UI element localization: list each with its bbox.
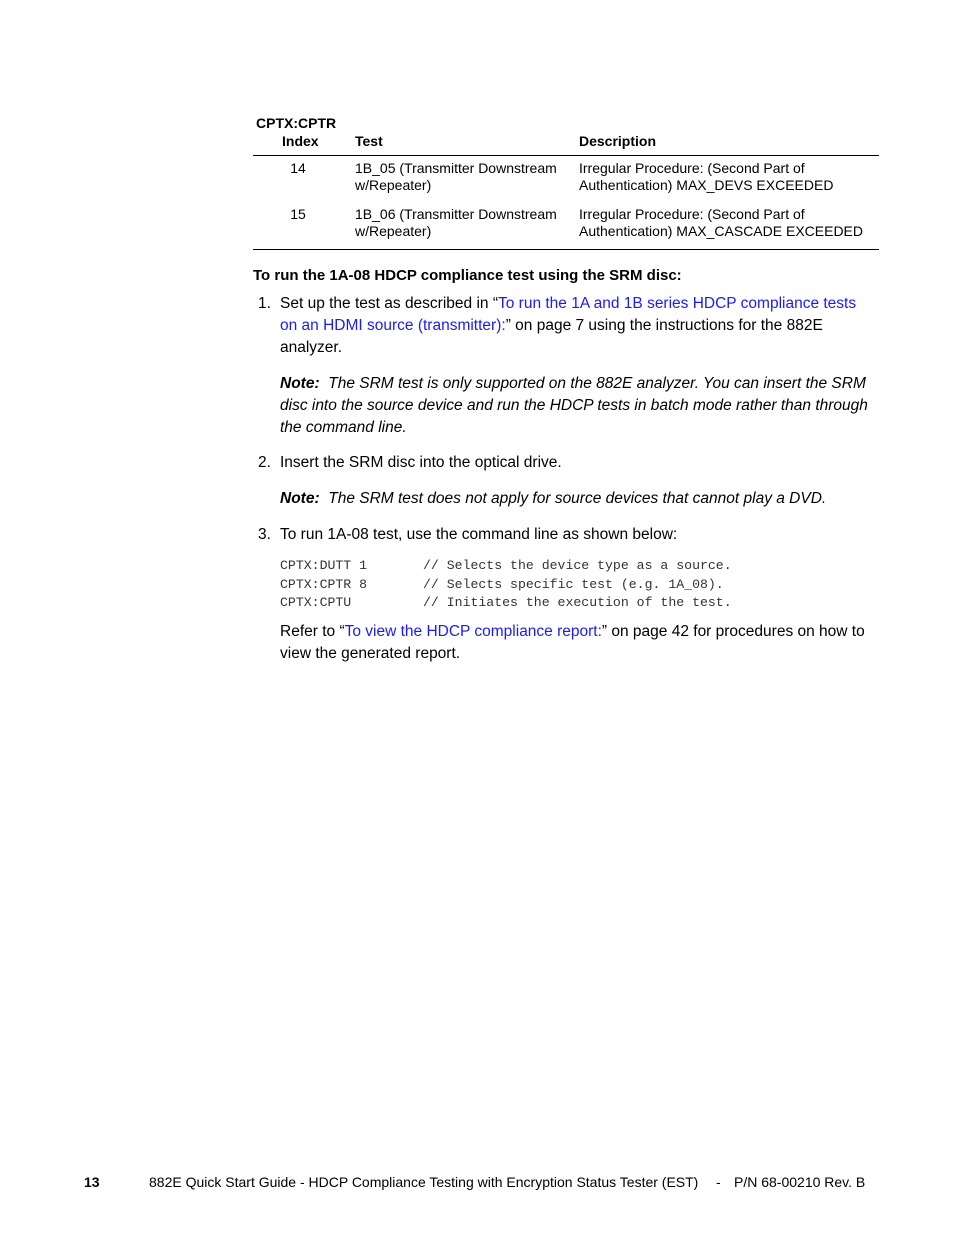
procedure-heading: To run the 1A-08 HDCP compliance test using the SRM disc: bbox=[253, 267, 682, 284]
cell-description-line: Authentication) MAX_DEVS EXCEEDED bbox=[579, 177, 834, 193]
cell-description-line: Irregular Procedure: (Second Part of bbox=[579, 206, 805, 222]
step-number: 1. bbox=[258, 295, 271, 312]
note-line bbox=[280, 373, 880, 395]
note-label: Note: bbox=[280, 490, 320, 507]
refer-post: ” on page 42 for procedures on how to bbox=[601, 623, 865, 640]
code-command: CPTX:CPTU bbox=[280, 595, 352, 610]
code-comment: // Selects specific test (e.g. 1A_08). bbox=[423, 576, 724, 592]
code-comment: // Initiates the execution of the test. bbox=[423, 595, 732, 610]
step-number: 3. bbox=[258, 526, 271, 543]
page-number: 13 bbox=[84, 1174, 100, 1190]
cell-test bbox=[355, 206, 557, 240]
refer-line-1 bbox=[280, 621, 880, 643]
step-1-text bbox=[280, 293, 880, 359]
note-srm-supported bbox=[280, 373, 880, 439]
cell-index: 15 bbox=[290, 206, 306, 222]
note-label: Note: bbox=[280, 375, 320, 392]
step-2-text: Insert the SRM disc into the optical drive. bbox=[280, 454, 562, 471]
code-command: CPTX:DUTT 1 bbox=[280, 558, 368, 573]
refer-paragraph bbox=[280, 621, 880, 665]
link-view-compliance-report[interactable]: To view the HDCP compliance report: bbox=[344, 623, 602, 640]
cell-index: 14 bbox=[290, 160, 306, 176]
cell-test bbox=[355, 160, 557, 194]
cell-test-line: w/Repeater) bbox=[355, 223, 432, 239]
cell-description-line: Authentication) MAX_CASCADE EXCEEDED bbox=[579, 223, 863, 239]
table-header-rule bbox=[253, 155, 879, 156]
step-1-post: ” on page 7 using the instructions for the 882E bbox=[505, 317, 823, 334]
cell-description bbox=[579, 160, 833, 194]
code-comment: // Selects the device type as a source. bbox=[423, 558, 732, 573]
refer-pre: Refer to “ bbox=[280, 623, 345, 640]
footer-part-number: P/N 68-00210 Rev. B bbox=[734, 1174, 866, 1190]
column-header-test: Test bbox=[355, 133, 383, 149]
step-1-line-2 bbox=[280, 315, 880, 337]
column-header-description: Description bbox=[579, 133, 657, 149]
step-3-text: To run 1A-08 test, use the command line as shown below: bbox=[280, 526, 678, 543]
cell-description bbox=[579, 206, 863, 240]
step-1-line-3: analyzer. bbox=[280, 339, 343, 356]
code-command: CPTX:CPTR 8 bbox=[280, 576, 368, 592]
cell-description-line: Irregular Procedure: (Second Part of bbox=[579, 160, 805, 176]
cell-test-line: 1B_05 (Transmitter Downstream bbox=[355, 160, 557, 176]
note-line: disc into the source device and run the HDCP tests in batch mode rather than through bbox=[280, 397, 868, 414]
step-number: 2. bbox=[258, 454, 271, 471]
footer-separator: - bbox=[716, 1174, 721, 1190]
cell-test-line: 1B_06 (Transmitter Downstream bbox=[355, 206, 557, 222]
link-run-1a-1b-tests[interactable]: To run the 1A and 1B series HDCP compliance tests bbox=[497, 295, 857, 312]
table-title: CPTX:CPTR bbox=[256, 115, 337, 131]
step-1-line-1 bbox=[280, 293, 880, 315]
note-srm-dvd bbox=[280, 488, 880, 510]
note-text: The SRM test is only supported on the 882E analyzer. You can insert the SRM bbox=[328, 375, 866, 392]
table-bottom-rule bbox=[253, 249, 879, 250]
step-1-pre: Set up the test as described in “ bbox=[280, 295, 498, 312]
cell-test-line: w/Repeater) bbox=[355, 177, 432, 193]
note-text: The SRM test does not apply for source devices that cannot play a DVD. bbox=[328, 490, 827, 507]
footer-title: 882E Quick Start Guide - HDCP Compliance Testing with Encryption Status Tester (EST) bbox=[149, 1174, 699, 1190]
refer-line-2: view the generated report. bbox=[280, 645, 461, 662]
column-header-index: Index bbox=[282, 133, 319, 149]
note-line: the command line. bbox=[280, 419, 407, 436]
note-line bbox=[280, 488, 880, 510]
link-run-1a-1b-tests-cont[interactable]: on an HDMI source (transmitter): bbox=[280, 317, 506, 334]
